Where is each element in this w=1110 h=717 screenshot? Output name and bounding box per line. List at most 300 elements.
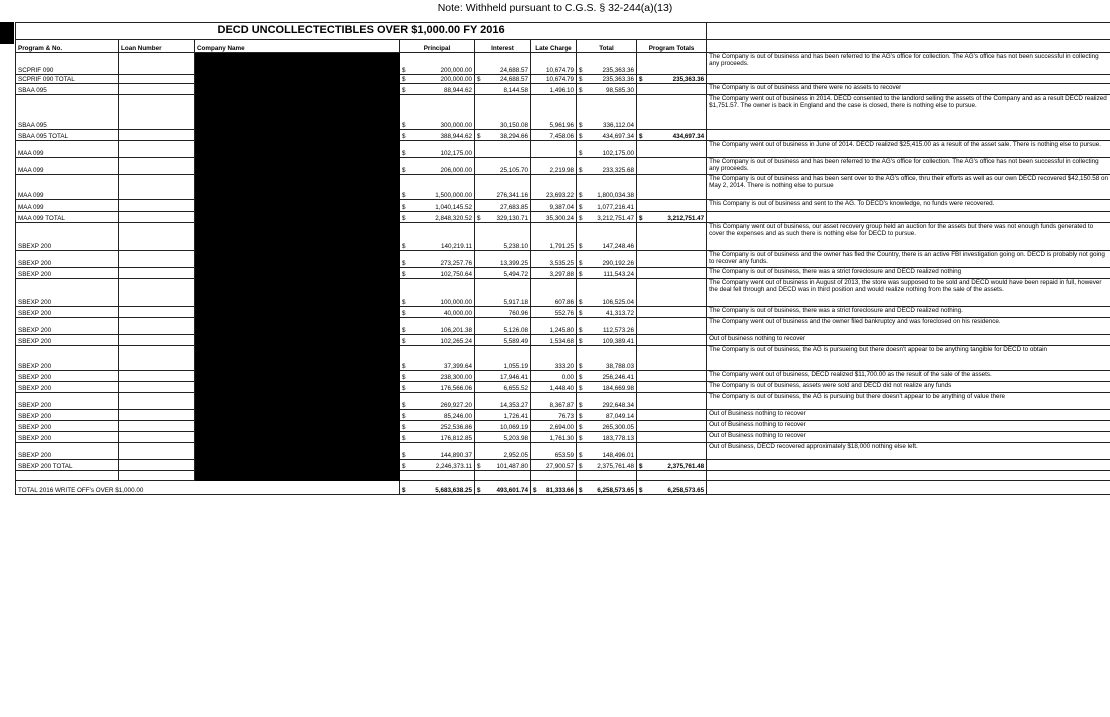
interest-cell-value: 1,726.41 [503, 412, 528, 420]
spacer-cell [475, 471, 531, 481]
late-charge-cell-value: 9,387.04 [549, 203, 574, 211]
total-cell [577, 130, 637, 141]
redacted-loan-cell [119, 84, 195, 95]
program-total-cell [637, 212, 707, 223]
interest-cell [475, 200, 531, 212]
redacted-loan-cell [119, 268, 195, 279]
total-cell-value: 87,049.14 [605, 412, 634, 420]
principal-cell [400, 393, 475, 410]
principal-cell [400, 421, 475, 432]
redacted-company-cell [195, 141, 400, 158]
principal-cell [400, 130, 475, 141]
principal-cell [400, 443, 475, 460]
interest-cell [475, 212, 531, 223]
currency-symbol: $ [402, 384, 406, 392]
principal-cell-value: 140,219.11 [440, 242, 472, 250]
interest-cell [475, 346, 531, 371]
late-charge-cell-value: 552.76 [554, 309, 574, 317]
total-cell [577, 158, 637, 175]
description-cell [707, 335, 1110, 346]
program-cell [16, 75, 119, 84]
redacted-company-cell [195, 158, 400, 175]
description-cell-value: The Company is out of business and there were no assets to recover [709, 84, 902, 91]
total-cell [577, 421, 637, 432]
header-total: Total [577, 40, 637, 53]
redacted-loan-cell [119, 393, 195, 410]
redacted-company-cell [195, 432, 400, 443]
table-row [16, 432, 1110, 443]
late-charge-cell-value: 2,219.98 [549, 166, 574, 174]
program-total-cell [637, 371, 707, 382]
late-charge-cell-value: 1,534.68 [549, 337, 574, 345]
late-charge-cell-value: 3,297.88 [549, 270, 574, 278]
program-cell [16, 460, 119, 471]
currency-symbol: $ [402, 214, 406, 222]
description-cell [707, 95, 1110, 130]
program-cell-value: SBEXP 200 [18, 384, 52, 392]
principal-cell-value: 37,399.64 [443, 362, 472, 370]
redacted-company-cell [195, 443, 400, 460]
interest-cell [475, 95, 531, 130]
header-program: Program & No. [16, 40, 119, 53]
grand-total-total [577, 481, 637, 495]
total-cell-value: 256,246.41 [602, 373, 634, 381]
program-cell-value: MAA 099 [18, 203, 44, 211]
description-cell [707, 432, 1110, 443]
table-row [16, 223, 1110, 251]
program-cell-value: SBEXP 200 TOTAL [18, 462, 73, 470]
interest-cell [475, 84, 531, 95]
principal-cell [400, 371, 475, 382]
redacted-company-cell [195, 460, 400, 471]
currency-symbol: $ [402, 434, 406, 442]
currency-symbol: $ [402, 242, 406, 250]
interest-cell [475, 53, 531, 75]
currency-symbol: $ [402, 337, 406, 345]
late-charge-cell [531, 346, 577, 371]
total-cell [577, 307, 637, 318]
program-total-row [16, 460, 1110, 471]
table-row [16, 175, 1110, 200]
table-row [16, 251, 1110, 268]
description-cell-value: The Company is out of business and has been referred to the AG's office for collection. The AG's office has not been successful in collecting any proceeds. [709, 53, 1099, 68]
interest-cell [475, 421, 531, 432]
currency-symbol: $ [579, 401, 583, 409]
redacted-company-cell [195, 335, 400, 346]
program-cell [16, 318, 119, 335]
description-cell-value: The Company is out of business and the owner has fled the Country, there is an active FBI investigation going on. DECD is probably not going to recover any funds. [709, 251, 1105, 266]
currency-symbol: $ [402, 373, 406, 381]
principal-cell-value: 269,927.20 [440, 401, 472, 409]
grand-total-principal-value: 5,683,638.25 [435, 486, 472, 494]
grand-total-row [16, 481, 1110, 495]
currency-symbol: $ [477, 486, 481, 494]
interest-cell-value: 5,917.18 [503, 298, 528, 306]
program-cell-value: SBAA 095 TOTAL [18, 132, 69, 140]
program-total-cell [637, 346, 707, 371]
late-charge-cell [531, 158, 577, 175]
table-row [16, 53, 1110, 75]
principal-cell-value: 100,000.00 [440, 298, 472, 306]
spacer-cell [16, 471, 119, 481]
principal-cell-value: 176,812.85 [440, 434, 472, 442]
principal-cell [400, 95, 475, 130]
program-total-cell [637, 268, 707, 279]
interest-cell [475, 130, 531, 141]
late-charge-cell [531, 84, 577, 95]
principal-cell [400, 382, 475, 393]
program-cell [16, 223, 119, 251]
program-cell [16, 307, 119, 318]
program-total-cell [637, 393, 707, 410]
program-cell-value: SBEXP 200 [18, 434, 52, 442]
program-total-cell-value: 235,363.36 [672, 75, 705, 83]
description-cell [707, 393, 1110, 410]
program-total-cell [637, 251, 707, 268]
description-cell [707, 382, 1110, 393]
header-company-name: Company Name [195, 40, 400, 53]
description-cell-value: The Company is out of business, there was a strict foreclosure and DECD realized nothing [709, 268, 962, 275]
principal-cell-value: 88,944.62 [443, 86, 472, 94]
description-cell [707, 279, 1110, 307]
description-cell-value: The Company is out of business, the AG is pursuing but there doesn't appear to be anything of value there [709, 393, 1006, 400]
program-cell-value: SBEXP 200 [18, 326, 52, 334]
description-cell [707, 460, 1110, 471]
grand-total-total-value: 6,258,573.65 [597, 486, 634, 494]
total-cell-value: 235,363.36 [602, 75, 634, 83]
currency-symbol: $ [402, 362, 406, 370]
late-charge-cell [531, 460, 577, 471]
total-cell-value: 233,325.68 [602, 166, 634, 174]
principal-cell-value: 144,890.37 [440, 451, 472, 459]
principal-cell [400, 200, 475, 212]
total-cell [577, 335, 637, 346]
program-cell-value: MAA 099 [18, 166, 44, 174]
spacer-cell [637, 471, 707, 481]
interest-cell [475, 268, 531, 279]
total-cell-value: 336,112.04 [602, 121, 634, 129]
currency-symbol: $ [402, 298, 406, 306]
description-cell [707, 443, 1110, 460]
late-charge-cell [531, 75, 577, 84]
redacted-company-cell [195, 318, 400, 335]
interest-cell [475, 443, 531, 460]
table-row [16, 141, 1110, 158]
description-cell-value: The Company is out of business, assets were sold and DECD did not realize any funds [709, 382, 952, 389]
currency-symbol: $ [477, 132, 481, 140]
late-charge-cell [531, 200, 577, 212]
currency-symbol: $ [639, 214, 643, 222]
total-cell-value: 265,300.05 [602, 423, 634, 431]
currency-symbol: $ [402, 326, 406, 334]
total-cell-value: 106,525.04 [602, 298, 634, 306]
currency-symbol: $ [402, 166, 406, 174]
currency-symbol: $ [579, 166, 583, 174]
program-total-cell [637, 95, 707, 130]
spacer-cell [195, 471, 400, 481]
program-total-cell [637, 200, 707, 212]
program-cell-value: SBAA 095 [18, 121, 47, 129]
currency-symbol: $ [579, 298, 583, 306]
interest-cell-value: 5,203.98 [503, 434, 528, 442]
late-charge-cell [531, 443, 577, 460]
currency-symbol: $ [579, 384, 583, 392]
description-cell [707, 346, 1110, 371]
currency-symbol: $ [402, 191, 406, 199]
late-charge-cell [531, 371, 577, 382]
late-charge-cell [531, 130, 577, 141]
program-cell-value: SBEXP 200 [18, 337, 52, 345]
interest-cell-value: 30,150.08 [499, 121, 528, 129]
total-cell-value: 183,778.13 [602, 434, 634, 442]
header-program-totals: Program Totals [637, 40, 707, 53]
late-charge-cell [531, 307, 577, 318]
interest-cell [475, 279, 531, 307]
currency-symbol: $ [477, 75, 481, 83]
program-total-cell [637, 130, 707, 141]
total-cell [577, 175, 637, 200]
description-cell-value: The Company went out of business in August of 2013, the store was supposed to be sold and DECD would have been repaid in full, however the deal fell through and DECD was in third position and would realize nothing from the sale of the assets. [709, 279, 1102, 294]
program-total-cell [637, 53, 707, 75]
late-charge-cell [531, 175, 577, 200]
late-charge-cell-value: 607.86 [554, 298, 574, 306]
table-row [16, 335, 1110, 346]
currency-symbol: $ [402, 121, 406, 129]
currency-symbol: $ [579, 191, 583, 199]
currency-symbol: $ [579, 373, 583, 381]
program-total-cell [637, 279, 707, 307]
interest-cell [475, 335, 531, 346]
description-cell [707, 421, 1110, 432]
currency-symbol: $ [579, 451, 583, 459]
redacted-company-cell [195, 307, 400, 318]
program-cell-value: MAA 099 [18, 149, 44, 157]
total-cell-value: 290,192.26 [602, 259, 634, 267]
late-charge-cell-value: 10,674.79 [545, 75, 574, 83]
late-charge-cell-value: 1,448.40 [549, 384, 574, 392]
program-cell-value: SBEXP 200 [18, 451, 52, 459]
program-total-cell [637, 307, 707, 318]
table-row [16, 393, 1110, 410]
late-charge-cell [531, 223, 577, 251]
description-cell [707, 251, 1110, 268]
late-charge-cell [531, 268, 577, 279]
interest-cell-value: 2,952.05 [503, 451, 528, 459]
redacted-loan-cell [119, 53, 195, 75]
program-cell [16, 443, 119, 460]
program-cell [16, 175, 119, 200]
program-cell-value: SCPRIF 090 [18, 66, 54, 74]
description-cell-value: This Company went out of business, our asset recovery group held an auction for the assets but there was not enough funds generated to cover the expenses and as such there is nothing else for DECD to pursue. [709, 223, 1094, 238]
program-total-cell [637, 443, 707, 460]
late-charge-cell [531, 279, 577, 307]
description-cell [707, 318, 1110, 335]
program-cell-value: SBEXP 200 [18, 362, 52, 370]
principal-cell-value: 102,750.64 [440, 270, 472, 278]
redacted-loan-cell [119, 251, 195, 268]
program-total-cell [637, 84, 707, 95]
late-charge-cell-value: 10,674.79 [545, 66, 574, 74]
late-charge-cell [531, 393, 577, 410]
interest-cell-value: 14,353.27 [499, 401, 528, 409]
redacted-loan-cell [119, 95, 195, 130]
interest-cell-value: 101,487.80 [496, 462, 528, 470]
currency-symbol: $ [579, 434, 583, 442]
program-total-cell [637, 421, 707, 432]
currency-symbol: $ [402, 86, 406, 94]
title-row [16, 23, 1110, 40]
currency-symbol: $ [402, 75, 406, 83]
description-cell-value: The Company went out of business and the owner filed bankruptcy and was foreclosed on his residence. [709, 318, 1001, 325]
currency-symbol: $ [402, 423, 406, 431]
program-cell [16, 393, 119, 410]
spacer-row [16, 471, 1110, 481]
description-cell-value: Out of business nothing to recover [709, 335, 806, 342]
spacer-cell [577, 471, 637, 481]
currency-symbol: $ [477, 214, 481, 222]
interest-cell-value: 38,294.66 [499, 132, 528, 140]
table-row [16, 382, 1110, 393]
program-cell [16, 84, 119, 95]
program-cell-value: MAA 099 TOTAL [18, 214, 65, 222]
interest-cell [475, 75, 531, 84]
description-cell [707, 53, 1110, 75]
principal-cell [400, 346, 475, 371]
principal-cell [400, 432, 475, 443]
late-charge-cell [531, 432, 577, 443]
currency-symbol: $ [579, 423, 583, 431]
total-cell [577, 200, 637, 212]
interest-cell-value: 5,494.72 [503, 270, 528, 278]
grand-total-late-value: 81,333.66 [545, 486, 574, 494]
interest-cell-value: 5,238.10 [503, 242, 528, 250]
total-cell [577, 371, 637, 382]
program-cell-value: SCPRIF 090 TOTAL [18, 75, 75, 83]
interest-cell-value: 1,055.19 [503, 362, 528, 370]
total-cell [577, 393, 637, 410]
program-total-cell [637, 175, 707, 200]
table-row [16, 346, 1110, 371]
principal-cell [400, 141, 475, 158]
program-cell-value: SBEXP 200 [18, 298, 52, 306]
redacted-loan-cell [119, 421, 195, 432]
program-total-row [16, 130, 1110, 141]
program-cell-value: MAA 099 [18, 191, 44, 199]
principal-cell-value: 300,000.00 [440, 121, 472, 129]
interest-cell-value: 17,946.41 [499, 373, 528, 381]
header-interest: Interest [475, 40, 531, 53]
principal-cell-value: 102,175.00 [440, 149, 472, 157]
principal-cell [400, 268, 475, 279]
table-row [16, 307, 1110, 318]
description-cell [707, 130, 1110, 141]
total-cell-value: 148,496.01 [602, 451, 634, 459]
redacted-company-cell [195, 212, 400, 223]
redacted-company-cell [195, 410, 400, 421]
principal-cell-value: 206,000.00 [440, 166, 472, 174]
currency-symbol: $ [402, 309, 406, 317]
description-cell [707, 175, 1110, 200]
principal-cell [400, 175, 475, 200]
principal-cell-value: 388,944.62 [440, 132, 472, 140]
currency-symbol: $ [579, 242, 583, 250]
description-cell [707, 75, 1110, 84]
program-cell [16, 130, 119, 141]
header-notes [707, 40, 1110, 53]
principal-cell-value: 200,000.00 [440, 75, 472, 83]
withheld-note: Note: Withheld pursuant to C.G.S. § 32-244(a)(13) [437, 2, 673, 14]
program-cell [16, 421, 119, 432]
redacted-loan-cell [119, 141, 195, 158]
late-charge-cell [531, 212, 577, 223]
redacted-company-cell [195, 200, 400, 212]
redacted-company-cell [195, 84, 400, 95]
program-total-cell [637, 460, 707, 471]
total-cell [577, 141, 637, 158]
description-cell-value: Out of Business, DECD recovered approximately $18,000 nothing else left. [709, 443, 918, 450]
redacted-loan-cell [119, 335, 195, 346]
table-row [16, 200, 1110, 212]
principal-cell-value: 40,000.00 [443, 309, 472, 317]
late-charge-cell-value: 1,761.30 [549, 434, 574, 442]
currency-symbol: $ [639, 462, 643, 470]
grand-total-principal [400, 481, 475, 495]
total-cell [577, 84, 637, 95]
grand-total-label-value: TOTAL 2016 WRITE OFF's OVER $1,000.00 [18, 486, 144, 494]
program-cell [16, 335, 119, 346]
principal-cell [400, 460, 475, 471]
program-cell-value: SBEXP 200 [18, 423, 52, 431]
redacted-loan-cell [119, 200, 195, 212]
late-charge-cell-value: 0.00 [561, 373, 574, 381]
redacted-loan-cell [119, 212, 195, 223]
late-charge-cell-value: 653.59 [554, 451, 574, 459]
currency-symbol: $ [579, 462, 583, 470]
late-charge-cell-value: 35,300.24 [545, 214, 574, 222]
table-row [16, 421, 1110, 432]
principal-cell-value: 106,201.38 [440, 326, 472, 334]
total-cell-value: 112,573.26 [602, 326, 634, 334]
total-cell [577, 410, 637, 421]
late-charge-cell-value: 1,791.25 [549, 242, 574, 250]
program-cell [16, 53, 119, 75]
interest-cell [475, 251, 531, 268]
program-total-cell-value: 2,375,761.48 [667, 462, 705, 470]
currency-symbol: $ [402, 401, 406, 409]
spacer-cell [119, 471, 195, 481]
interest-cell [475, 432, 531, 443]
redacted-company-cell [195, 268, 400, 279]
currency-symbol: $ [402, 412, 406, 420]
table-row [16, 371, 1110, 382]
total-cell [577, 460, 637, 471]
principal-cell [400, 223, 475, 251]
principal-cell-value: 102,265.24 [440, 337, 472, 345]
interest-cell-value: 760.96 [508, 309, 528, 317]
total-cell-value: 1,077,216.41 [597, 203, 634, 211]
grand-total-label [16, 481, 400, 495]
program-cell-value: SBEXP 200 [18, 401, 52, 409]
currency-symbol: $ [579, 326, 583, 334]
principal-cell [400, 251, 475, 268]
grand-total-interest-value: 493,601.74 [496, 486, 528, 494]
program-cell [16, 95, 119, 130]
program-total-cell [637, 318, 707, 335]
currency-symbol: $ [402, 149, 406, 157]
description-cell [707, 158, 1110, 175]
principal-cell [400, 75, 475, 84]
program-cell [16, 251, 119, 268]
